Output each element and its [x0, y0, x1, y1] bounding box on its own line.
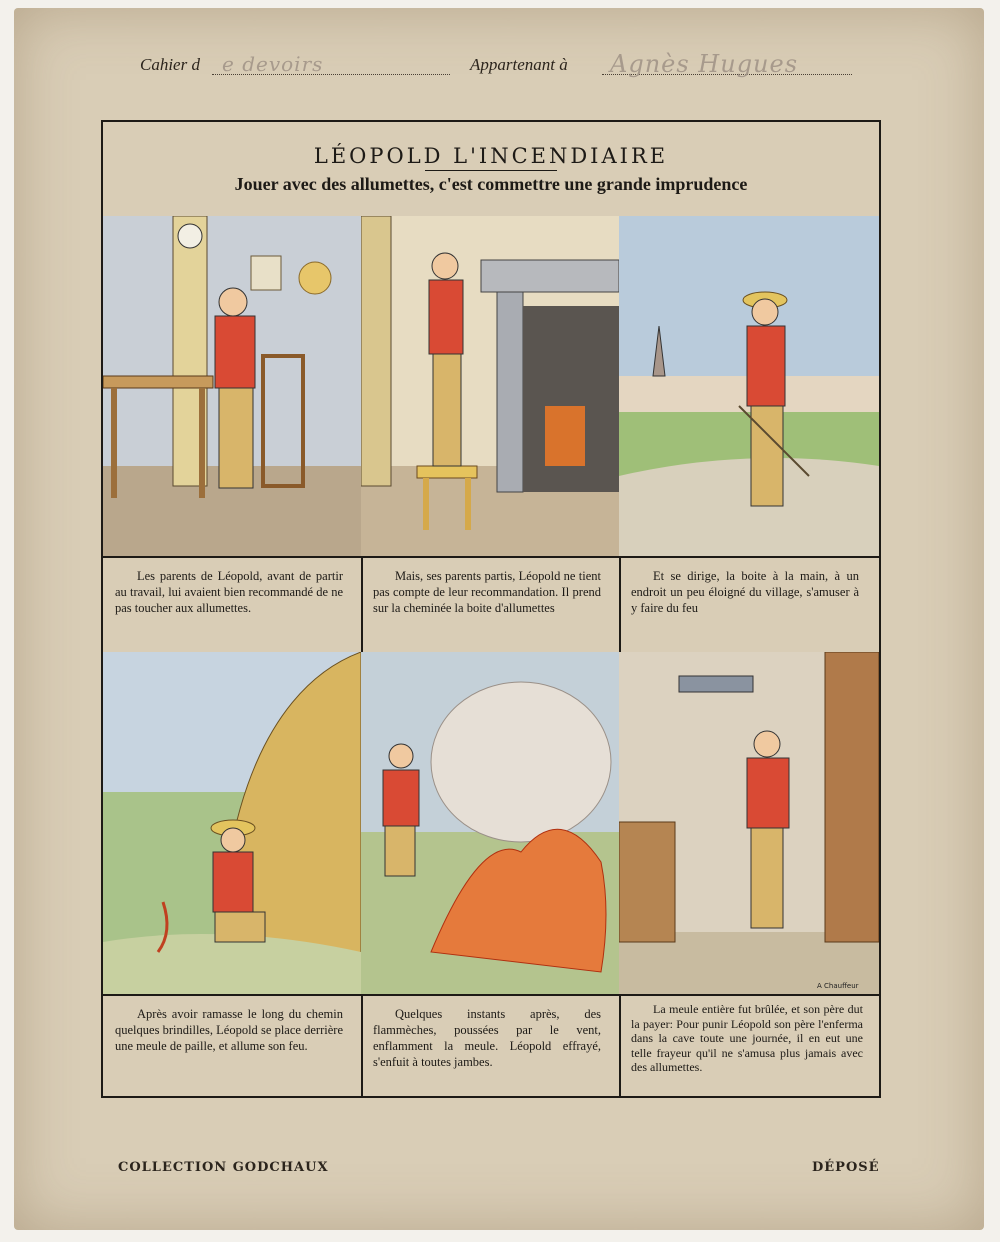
- panel-6-drawing: [619, 652, 879, 994]
- panel-6-illustration: [619, 652, 879, 996]
- panel-1-caption: Les parents de Léopold, avant de partir au travail, lui avaient bien recommandé de ne pas toucher aux allumettes.: [115, 569, 343, 615]
- story-subtitle: Jouer avec des allumettes, c'est commettre une grande imprudence: [234, 174, 748, 194]
- panel-2-drawing: [361, 216, 619, 556]
- panel-6-caption-box: [619, 994, 879, 1096]
- panel-1-illustration: [103, 216, 363, 558]
- panel-3-drawing: [619, 216, 879, 556]
- depose-label: DÉPOSÉ: [812, 1160, 880, 1175]
- panel-2-caption: Mais, ses parents partis, Léopold ne tient pas compte de leur recommandation. Il prend sur la cheminée la boite d'allumettes: [373, 569, 601, 615]
- panel-5-caption-box: [361, 994, 621, 1096]
- owner-label: Appartenant à: [470, 55, 568, 74]
- panel-4-caption-box: [103, 994, 363, 1096]
- panel-5-illustration: [361, 652, 621, 996]
- panel-5-drawing: [361, 652, 619, 994]
- panel-6-caption: La meule entière fut brûlée, et son père dut la payer: Pour punir Léopold son père l'enferma dans la cave toute une journée, il en eut une telle frayeur qu'il ne s'amusa plus jamais avec des allumettes.: [631, 1002, 863, 1074]
- story-title: LÉOPOLD L'INCENDIAIRE: [313, 144, 669, 168]
- panel-5-caption: Quelques instants après, des flammèches, poussées par le vent, enflamment la meule. Léopold effrayé, s'enfuit à toutes jambes.: [373, 1007, 601, 1069]
- artist-signature: A Chauffeur: [817, 982, 859, 990]
- title-underline: [425, 170, 557, 171]
- panel-3-illustration: [619, 216, 879, 558]
- panel-2-illustration: [361, 216, 621, 558]
- panel-4-drawing: [103, 652, 361, 994]
- panel-2-caption-box: [361, 556, 621, 654]
- panel-1-drawing: [103, 216, 361, 556]
- panel-4-caption: Après avoir ramasse le long du chemin quelques brindilles, Léopold se place derrière une meule de paille, et allume son feu.: [115, 1007, 343, 1053]
- panel-4-illustration: [103, 652, 363, 996]
- collection-label: COLLECTION GODCHAUX: [118, 1160, 329, 1175]
- panel-1-caption-box: [103, 556, 363, 654]
- handwritten-subject: e devoirs: [222, 52, 324, 76]
- cahier-label: Cahier d: [140, 55, 200, 74]
- handwritten-owner: Agnès Hugues: [610, 50, 799, 78]
- comic-frame: [101, 120, 881, 1098]
- panel-3-caption: Et se dirige, la boite à la main, à un endroit un peu éloigné du village, s'amuser à y faire du feu: [631, 569, 859, 615]
- panel-3-caption-box: [619, 556, 879, 654]
- title-box: [103, 122, 879, 218]
